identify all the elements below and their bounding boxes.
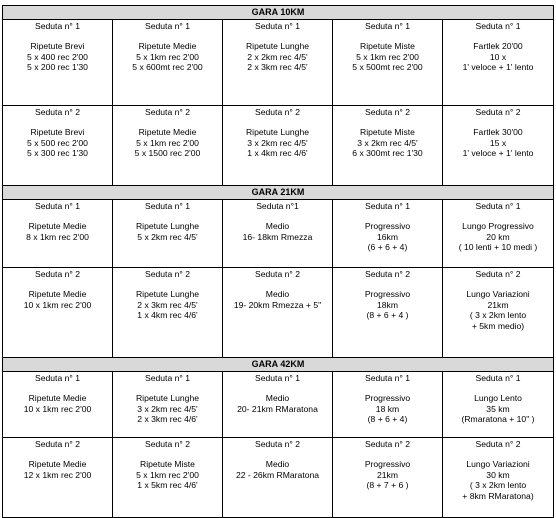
workout-title: Progressivo [364,289,411,300]
workout-detail: + 5km medio) [471,320,525,331]
workout-detail: 5 x 1km rec 2'00 [136,51,199,62]
workout-detail: 1 x 4km rec 4/6' [247,148,308,159]
workout-detail: (8 + 7 + 6 ) [366,480,409,491]
session-label: Seduta n° 1 [475,21,521,31]
workout-detail: 5 x 300 rec 1'30 [27,148,88,159]
workout-title: Ripetute Medie [28,459,87,470]
session-cell [443,106,554,186]
session-cell [333,200,443,268]
workout-detail: 1' veloce + 1' lento [462,148,534,159]
session-cell [113,268,223,358]
workout-title: Lungo Lento [474,393,522,404]
workout-detail: 16km [376,231,398,242]
race-header: GARA 21KM [3,186,554,200]
session-row [3,200,554,268]
session-row [3,106,554,186]
session-label: Seduta n° 1 [34,21,80,31]
session-label: Seduta n° 1 [34,373,80,383]
session-label: Seduta n° 1 [34,201,80,211]
session-cell [443,20,554,106]
session-label: Seduta n° 2 [34,107,80,117]
session-label: Seduta n° 2 [254,107,300,117]
session-label: Seduta n° 2 [364,269,410,279]
race-header: GARA 10KM [3,6,554,20]
workout-detail: 21km [487,299,509,310]
session-cell [3,106,113,186]
session-label: Seduta n° 2 [475,439,521,449]
race-header-row [3,358,554,372]
session-label: Seduta n° 2 [364,439,410,449]
session-label: Seduta n° 1 [144,21,190,31]
session-cell [113,372,223,438]
session-label: Seduta n° 2 [34,269,80,279]
workout-detail: ( 3 x 2km lento [469,310,527,321]
workout-title: Ripetute Lunghe [135,221,200,232]
session-label: Seduta n° 1 [364,373,410,383]
workout-detail: 2 x 2km rec 4/5' [247,51,308,62]
workout-detail: 5 x 2km rec 4/5' [137,231,198,242]
workout-detail: 20 km [486,231,510,242]
session-cell [113,438,223,518]
workout-title: Lungo Progressivo [462,221,534,232]
session-cell [333,268,443,358]
workout-detail: 2 x 3km rec 4/5' [247,62,308,73]
workout-detail: 20- 21km RMaratona [237,403,318,414]
race-header: GARA 42KM [3,358,554,372]
session-cell [223,200,333,268]
workout-title: Ripetute Lunghe [135,289,200,300]
workout-detail: 21km [376,469,398,480]
workout-title: Ripetute Medie [28,221,87,232]
workout-detail: 10 x 1km rec 2'00 [23,403,92,414]
session-label: Seduta n° 2 [34,439,80,449]
workout-detail: 10 x 1km rec 2'00 [23,299,92,310]
session-cell [443,268,554,358]
workout-detail: 6 x 300mt rec 1'30 [352,148,423,159]
workout-title: Progressivo [364,221,411,232]
workout-title: Progressivo [364,459,411,470]
workout-detail: 8 x 1km rec 2'00 [26,231,89,242]
session-cell [3,20,113,106]
session-cell [113,20,223,106]
session-row [3,438,554,518]
session-cell [333,438,443,518]
session-cell [3,200,113,268]
training-table [2,5,554,518]
workout-title: Ripetute Brevi [30,127,85,138]
workout-detail: 5 x 500mt rec 2'00 [352,62,423,73]
session-label: Seduta n° 2 [254,439,300,449]
workout-detail: 15 x [489,137,507,148]
session-cell [223,372,333,438]
session-label: Seduta n° 2 [144,269,190,279]
workout-detail: 1 x 4km rec 4/6' [137,310,198,321]
workout-detail: 3 x 2km rec 4/5' [137,403,198,414]
session-cell [443,438,554,518]
workout-detail: 1' veloce + 1' lento [462,62,534,73]
workout-detail: 5 x 1km rec 2'00 [356,51,419,62]
session-cell [113,200,223,268]
session-cell [333,372,443,438]
workout-detail: 5 x 1500 rec 2'00 [134,148,201,159]
workout-detail: (6 + 6 + 4) [367,242,408,253]
session-cell [333,106,443,186]
workout-detail: 5 x 500 rec 2'00 [27,137,88,148]
workout-detail: 5 x 400 rec 2'00 [27,51,88,62]
session-cell [223,106,333,186]
workout-detail: 5 x 1km rec 2'00 [136,137,199,148]
workout-title: Medio [265,289,290,300]
workout-title: Medio [265,221,290,232]
workout-detail: 30 km [486,469,510,480]
workout-title: Ripetute Miste [140,459,195,470]
workout-detail: 22 - 26km RMaratona [235,469,320,480]
workout-title: Ripetute Miste [360,41,415,52]
session-cell [223,438,333,518]
workout-title: Ripetute Medie [28,289,87,300]
workout-title: Medio [265,459,290,470]
workout-detail: 12 x 1km rec 2'00 [23,469,92,480]
workout-detail: 1 x 5km rec 4/6' [137,480,198,491]
session-label: Seduta n° 1 [144,201,190,211]
workout-title: Progressivo [364,393,411,404]
workout-title: Ripetute Miste [360,127,415,138]
session-cell [223,20,333,106]
workout-title: Ripetute Medie [138,127,197,138]
workout-detail: (8 + 6 + 4 ) [366,310,409,321]
workout-title: Medio [265,393,290,404]
session-label: Seduta n° 1 [364,21,410,31]
workout-detail: (8 + 6 + 4) [367,414,408,425]
workout-detail: 2 x 3km rec 4/6' [137,414,198,425]
session-row [3,268,554,358]
session-label: Seduta n° 1 [475,373,521,383]
workout-title: Lungo Variazioni [466,289,530,300]
session-cell [3,268,113,358]
workout-title: Ripetute Lunghe [245,41,310,52]
training-plan-table [2,5,553,518]
workout-title: Ripetute Medie [28,393,87,404]
workout-detail: 18km [376,299,398,310]
session-label: Seduta n° 1 [144,373,190,383]
race-header-row [3,186,554,200]
workout-detail: 18 km [375,403,400,414]
workout-title: Ripetute Medie [138,41,197,52]
session-cell [3,372,113,438]
workout-title: Fartlek 20'00 [473,41,523,52]
workout-title: Lungo Variazioni [466,459,530,470]
session-label: Seduta n° 2 [144,439,190,449]
session-label: Seduta n° 1 [364,201,410,211]
race-header-row [3,6,554,20]
session-cell [443,372,554,438]
workout-detail: 10 x [489,51,507,62]
session-cell [443,200,554,268]
workout-detail: ( 10 lenti + 10 medi ) [458,242,538,253]
workout-detail: 19- 20km Rmezza + 5" [233,299,322,310]
session-cell [223,268,333,358]
session-label: Seduta n° 2 [475,269,521,279]
workout-detail: 2 x 3km rec 4/5' [137,299,198,310]
session-label: Seduta n° 1 [254,373,300,383]
workout-detail: 3 x 2km rec 4/5' [357,137,418,148]
workout-title: Ripetute Lunghe [245,127,310,138]
session-cell [333,20,443,106]
session-label: Seduta n° 2 [144,107,190,117]
session-label: Seduta n°1 [256,201,299,211]
workout-detail: 16- 18km Rmezza [242,231,313,242]
workout-detail: ( 3 x 2km lento [469,480,527,491]
session-row [3,372,554,438]
workout-detail: 5 x 1km rec 2'00 [136,469,199,480]
session-label: Seduta n° 2 [254,269,300,279]
session-cell [3,438,113,518]
session-label: Seduta n° 1 [254,21,300,31]
workout-detail: + 8km RMaratona) [462,490,534,501]
workout-detail: 35 km [486,403,510,414]
workout-title: Ripetute Lunghe [135,393,200,404]
session-label: Seduta n° 1 [475,201,521,211]
workout-detail: 5 x 200 rec 1'30 [27,62,88,73]
table-body [3,6,554,518]
workout-detail: 5 x 600mt rec 2'00 [132,62,203,73]
session-label: Seduta n° 2 [475,107,521,117]
workout-title: Fartlek 30'00 [473,127,523,138]
workout-detail: 3 x 2km rec 4/5' [247,137,308,148]
workout-detail: (Rmaratona + 10" ) [461,414,535,425]
session-label: Seduta n° 2 [364,107,410,117]
session-row [3,20,554,106]
session-cell [113,106,223,186]
workout-title: Ripetute Brevi [30,41,85,52]
